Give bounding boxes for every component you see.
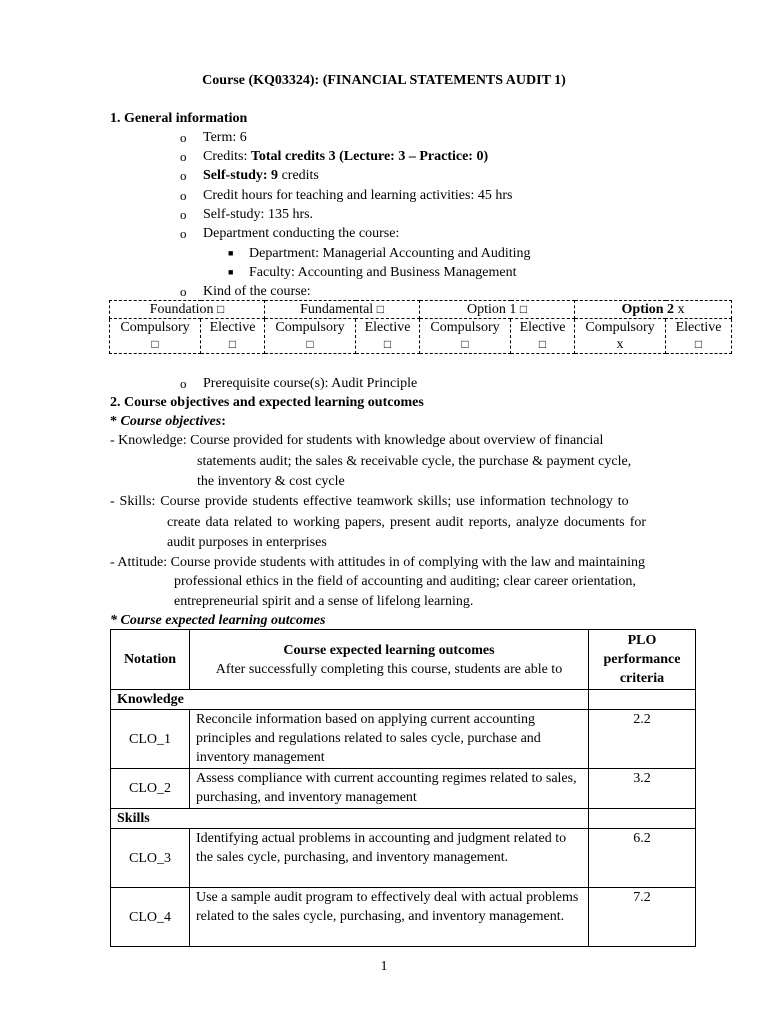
kind-cell: Compulsory □ bbox=[420, 319, 511, 354]
bullet-circle-icon: o bbox=[180, 188, 187, 203]
section-row-skills: Skills bbox=[111, 809, 696, 829]
attitude-objective-line2: professional ethics in the field of accounting and auditing; clear career orientation, bbox=[174, 574, 636, 589]
prerequisite-item: Prerequisite course(s): Audit Principle bbox=[203, 376, 418, 391]
kind-item: Kind of the course: bbox=[203, 284, 311, 299]
skills-objective: - Skills: Course provide students effective teamwork skills; use information technology to bbox=[110, 494, 629, 509]
kind-cell: Compulsory □ bbox=[265, 319, 356, 354]
general-info-heading: 1. General information bbox=[110, 111, 248, 126]
knowledge-objective-line2: statements audit; the sales & receivable cycle, the purchase & payment cycle, bbox=[197, 454, 632, 469]
knowledge-objective: - Knowledge: Course provided for students with knowledge about overview of financial bbox=[110, 433, 604, 448]
outcomes-subheading: * Course expected learning outcomes bbox=[110, 613, 326, 628]
course-title: Course (KQ03324): (FINANCIAL STATEMENTS AUDIT 1) bbox=[202, 73, 566, 88]
table-row: CLO_3 Identifying actual problems in accounting and judgment related to the sales cycle, purchasing, and inventory management. 6.2 bbox=[111, 829, 696, 888]
bullet-square-icon: ■ bbox=[228, 248, 234, 258]
bullet-circle-icon: o bbox=[180, 376, 187, 391]
kind-group-fundamental: Fundamental □ bbox=[265, 301, 420, 319]
skills-objective-line2: create data related to working papers, present audit reports, analyze documents for bbox=[167, 515, 647, 530]
bullet-circle-icon: o bbox=[180, 149, 187, 164]
department-conducting-item: Department conducting the course: bbox=[203, 226, 400, 241]
kind-cell: Compulsory x bbox=[575, 319, 666, 354]
selfstudy-hours-item: Self-study: 135 hrs. bbox=[203, 207, 314, 222]
credits-prefix: Credits: bbox=[203, 149, 251, 164]
bullet-circle-icon: o bbox=[180, 168, 187, 183]
page-number: 1 bbox=[380, 959, 388, 974]
table-row: CLO_1 Reconcile information based on applying current accounting principles and regulations related to sales cycle, purchase and inventory management 2.2 bbox=[111, 710, 696, 769]
kind-cell: Elective □ bbox=[201, 319, 265, 354]
bullet-circle-icon: o bbox=[180, 284, 187, 299]
kind-group-foundation: Foundation □ bbox=[110, 301, 265, 319]
selfstudy-bold: Self-study: 9 bbox=[203, 168, 279, 183]
kind-cell: Elective □ bbox=[666, 319, 732, 354]
credit-hours-item: Credit hours for teaching and learning activities: 45 hrs bbox=[203, 188, 513, 203]
faculty-item: Faculty: Accounting and Business Management bbox=[249, 265, 517, 280]
kind-group-option-2: Option 2 x bbox=[575, 301, 732, 319]
skills-objective-line3: audit purposes in enterprises bbox=[167, 535, 327, 550]
bullet-circle-icon: o bbox=[180, 130, 187, 145]
header-notation: Notation bbox=[111, 630, 190, 690]
selfstudy-credits-item bbox=[203, 166, 319, 185]
department-item: Department: Managerial Accounting and Auditing bbox=[249, 246, 531, 261]
bullet-circle-icon: o bbox=[180, 207, 187, 222]
learning-outcomes-table bbox=[110, 629, 696, 947]
selfstudy-rest: credits bbox=[278, 168, 319, 183]
kind-cell: Elective □ bbox=[511, 319, 575, 354]
header-plo: PLO performance criteria bbox=[589, 630, 696, 690]
kind-group-option-1: Option 1 □ bbox=[420, 301, 575, 319]
kind-of-course-table bbox=[109, 300, 732, 354]
term-item: Term: 6 bbox=[203, 130, 247, 145]
attitude-objective: - Attitude: Course provide students with attitudes in of complying with the law and maintaining bbox=[110, 555, 646, 570]
course-objectives-subheading: * Course objectives: bbox=[110, 414, 226, 429]
objectives-heading: 2. Course objectives and expected learning outcomes bbox=[110, 395, 424, 410]
section-row-knowledge: Knowledge bbox=[111, 690, 696, 710]
table-row: CLO_2 Assess compliance with current accounting regimes related to sales, purchasing, and inventory management 3.2 bbox=[111, 769, 696, 809]
kind-cell: Compulsory □ bbox=[110, 319, 201, 354]
credits-total: Total credits 3 (Lecture: 3 – Practice: 0) bbox=[250, 149, 489, 164]
credits-item bbox=[203, 147, 488, 166]
bullet-circle-icon: o bbox=[180, 226, 187, 241]
kind-cell: Elective □ bbox=[356, 319, 420, 354]
bullet-square-icon: ■ bbox=[228, 267, 234, 277]
header-outcomes: Course expected learning outcomes After successfully completing this course, students are able to bbox=[190, 630, 589, 690]
knowledge-objective-line3: the inventory & cost cycle bbox=[197, 474, 345, 489]
table-row: CLO_4 Use a sample audit program to effectively deal with actual problems related to the sales cycle, purchasing, and inventory management. 7.2 bbox=[111, 888, 696, 947]
attitude-objective-line3: entrepreneurial spirit and a sense of lifelong learning. bbox=[174, 594, 474, 609]
table-header-row bbox=[111, 630, 696, 690]
